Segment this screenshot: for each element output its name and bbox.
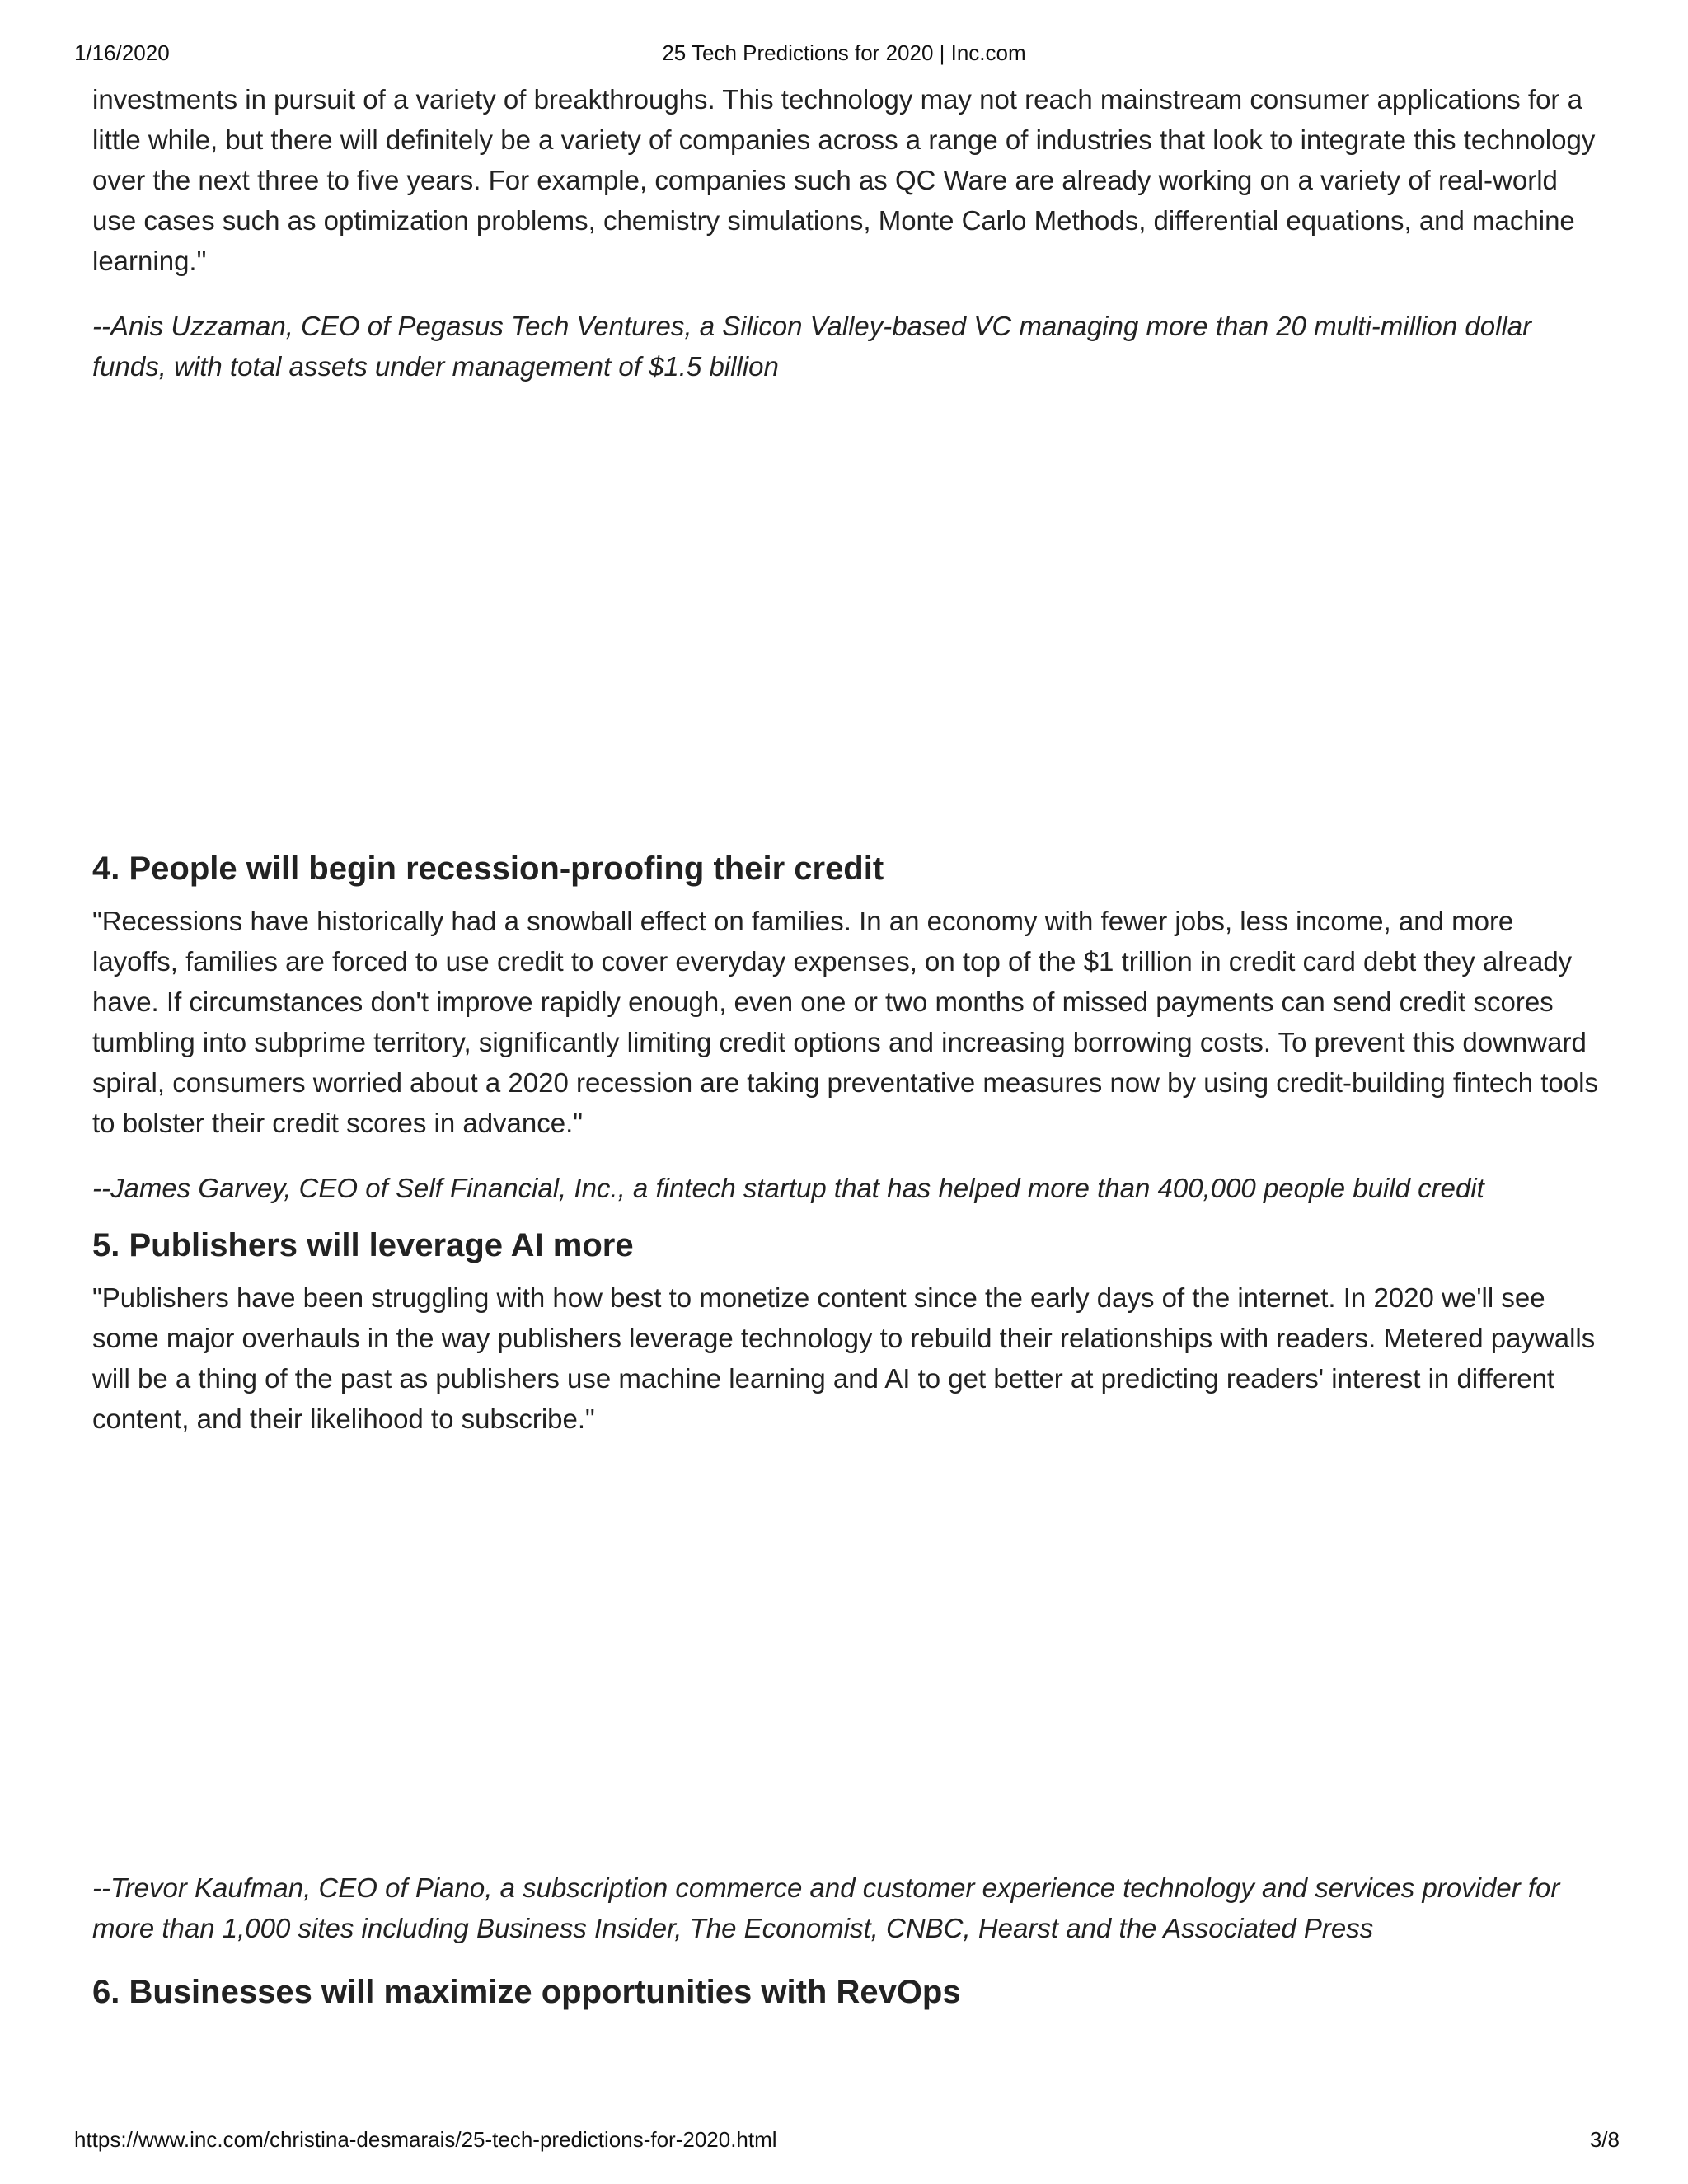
attribution-prediction-3: --Anis Uzzaman, CEO of Pegasus Tech Ventures, a Silicon Valley-based VC managing more than 20 multi-million dollar funds, with total assets under management of $1.5 billion (92, 311, 1532, 382)
ad-placeholder-1 (92, 387, 1601, 848)
heading-prediction-5: 5. Publishers will leverage AI more (92, 1227, 634, 1263)
print-page-title: 25 Tech Predictions for 2020 | Inc.com (662, 40, 1026, 65)
heading-prediction-6: 6. Businesses will maximize opportunities with RevOps (92, 1974, 961, 2010)
ad-placeholder-2 (92, 1439, 1601, 1868)
print-date: 1/16/2020 (74, 40, 170, 65)
quote-prediction-4: "Recessions have historically had a snowball effect on families. In an economy with fewer jobs, less income, and more layoffs, families are forced to use credit to cover everyday expenses, on top of the $1 trillion in credit card debt they already have. If circumstances don't improve rapidly enough, even one or two months of missed payments can send credit scores tumbling into subprime territory, significantly limiting credit options and increasing borrowing costs. To prevent this downward spiral, consumers worried about a 2020 recession are taking preventative measures now by using credit-building fintech tools to bolster their credit scores in advance." (92, 906, 1598, 1138)
article-body (92, 79, 1601, 2013)
intro-paragraph: investments in pursuit of a variety of breakthroughs. This technology may not reach mainstream consumer applications for a little while, but there will definitely be a variety of companies across a range of industries that look to integrate this technology over the next three to five years. For example, companies such as QC Ware are already working on a variety of real-world use cases such as optimization problems, chemistry simulations, Monte Carlo Methods, differential equations, and machine learning." (92, 84, 1596, 276)
print-header (0, 40, 1688, 66)
print-url: https://www.inc.com/christina-desmarais/25-tech-predictions-for-2020.html (74, 2127, 777, 2152)
heading-prediction-4: 4. People will begin recession-proofing their credit (92, 851, 884, 887)
quote-prediction-5: "Publishers have been struggling with how best to monetize content since the early days of the internet. In 2020 we'll see some major overhauls in the way publishers leverage technology to rebuild their relationships with readers. Metered paywalls will be a thing of the past as publishers use machine learning and AI to get better at predicting readers' interest in different content, and their likelihood to subscribe." (92, 1282, 1596, 1434)
print-footer (0, 2126, 1688, 2153)
print-page-number: 3/8 (1589, 2127, 1620, 2152)
attribution-prediction-5: --Trevor Kaufman, CEO of Piano, a subscription commerce and customer experience technology and services provider for more than 1,000 sites including Business Insider, The Economist, CNBC, Hearst and the Associated Press (92, 1872, 1560, 1943)
attribution-prediction-4: --James Garvey, CEO of Self Financial, Inc., a fintech startup that has helped more than 400,000 people build credit (92, 1173, 1484, 1203)
